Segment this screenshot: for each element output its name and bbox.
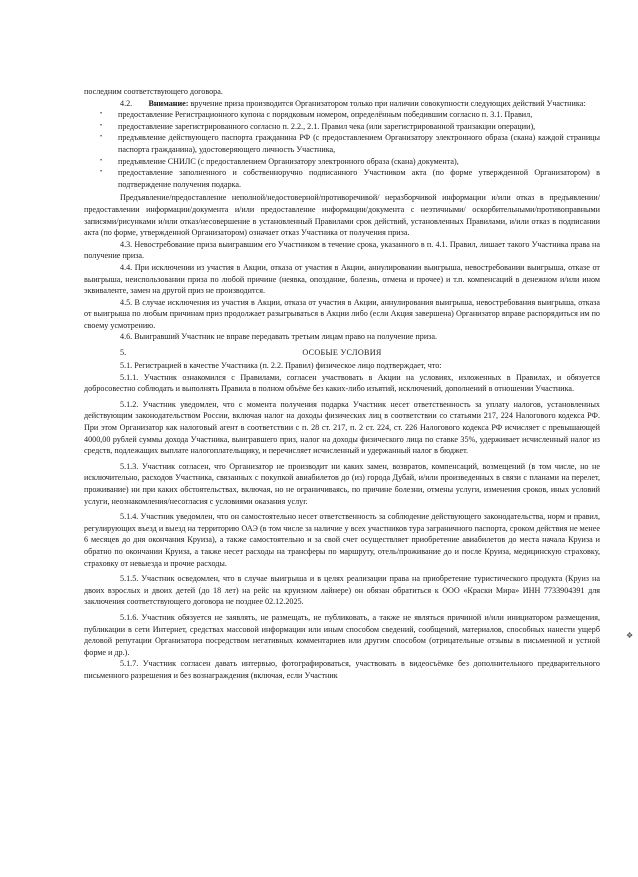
- list-item-text: предоставление заполненного и собственноручно подписанного Участником акта (по форме утвержденной Организатором) в подтверждение получения подарка.: [118, 168, 600, 189]
- paragraph-4-2: [84, 98, 600, 110]
- paragraph-5-1-1: 5.1.1. Участник ознакомился с Правилами, согласен участвовать в Акции на условиях, изложенных в Правилах, и обязуется добросовестно соблюдать и выполнять Правила в полном объёме без каких-либо изъятий, исключений, дополнений в отношении Участника.: [84, 372, 600, 394]
- paragraph-5-1: 5.1. Регистрацией в качестве Участника (п. 2.2. Правил) физическое лицо подтверждает, что:: [120, 361, 442, 371]
- attention-label: Внимание:: [148, 98, 189, 108]
- section-heading: [84, 347, 600, 360]
- paragraph-5-1-2: 5.1.2. Участник уведомлен, что с момента получения подарка Участник несет ответственность за уплату налогов, установленных действующим законодательством России, включая налог на доходы физических лиц в соответствии со статьями 217, 224 Налогового кодекса РФ. При этом Организатор как налоговый агент в соответствии с п. 28 ст. 217, п. 2 ст. 224, ст. 226 Налогового кодекса РФ исчисляет с превышающей 4000,00 рублей суммы дохода Участника, выигравшего приз, налог на доходы физического лица по ставке 35%, удерживает исчисленный налог из средств, подлежащих выплате налогоплательщику, и перечисляет исчисленный и удержанный налог в бюджет.: [84, 399, 600, 456]
- paragraph-5-1-6: 5.1.6. Участник обязуется не заявлять, не размещать, не публиковать, а также не являться причиной и/или инициатором размещения, публикации в сети Интернет, средствах массовой информации или иным способом сведений, сообщений, материалов, способных нанести ущерб деловой репутации Организатора посредством негативных комментариев или другим способом (отрицательные отзывы в письменной и устной форме и др.).: [84, 612, 600, 657]
- bullet-icon: •: [99, 169, 103, 176]
- list-item: [84, 167, 600, 190]
- paragraph-5-1-7: 5.1.7. Участник согласен давать интервью, фотографироваться, участвовать в видеосъёмке без дополнительного предварительного письменного разрешения и без вознаграждения (включая, если Участник: [84, 659, 600, 680]
- paragraph-5-1-4: 5.1.4. Участник уведомлен, что он самостоятельно несет ответственность за соблюдение действующего законодательства, норм и правил, регулирующих въезд и выезд на территорию ОАЭ (в том числе за наличие у всех участников тура заграничного паспорта, сроком действия не менее 6 месяцев до дня окончания Круиза), а также самостоятельно и за свой счет осуществляет приобретение авиабилетов до места начала Круиза и обратно по окончании Круиза, а также несет расходы на трансферы по маршруту, отель/проживание до и после Круиза, медицинскую страховку, страховку от невыезда и прочие расходы.: [84, 512, 600, 568]
- list-item-text: предоставление Регистрационного купона с порядковым номером, определённым победившим согласно п. 3.1. Правил,: [118, 110, 533, 120]
- clause-number: 4.2.: [120, 98, 133, 108]
- list-item: [84, 121, 600, 133]
- paragraph-4-4: 4.4. При исключении из участия в Акции, отказа от участия в Акции, аннулировании выигрыша, невостребовании выигрыша, отказе от выигрыша, неиспользовании приза по любой причине (неявка, опоздание, болезнь, отмена и прочее) и т.п. компенсаций в денежном и/или ином эквиваленте, замен на другой приз не производится.: [84, 262, 600, 296]
- paragraph-refusal: Предъявление/предоставление неполной/недостоверной/противоречивой/ неразборчивой информации и/или отказ в предъявлении/предоставлении информации/документа и/или предоставление информации/документа с неэтичными/ оскорбительными/противоправными записями/рисунками и/или отказ/несовершение в установленный Правилами срок действий, установленных Правилами, и/или отказ в подписании акта (по форме, утвержденной Организатором) означает отказ Участника от получения приза.: [84, 193, 600, 238]
- clause-text: вручение приза производится Организатором только при наличии совокупности следующих действий Участника:: [188, 98, 586, 108]
- section-number: 5.: [120, 348, 127, 358]
- paragraph-intro: последним соответствующего договора.: [84, 87, 223, 96]
- list-item: [84, 132, 600, 155]
- list-item-text: предъявление СНИЛС (с предоставлением Организатору электронного образа (скана) документа),: [118, 156, 459, 166]
- list-item: [84, 109, 600, 121]
- paragraph-4-3: 4.3. Невостребование приза выигравшим его Участником в течение срока, указанного в п. 4.1. Правил, лишает такого Участника права на получение приза.: [84, 239, 600, 261]
- paragraph-5-1-5: 5.1.5. Участник осведомлен, что в случае выигрыша и в целях реализации права на приобретение туристического продукта (Круиз на двоих взрослых и двоих детей (до 18 лет) на рейс на круизном лайнере) он обязан обратиться к ООО «Краски Мира» ИНН 7733904391 для заключения соответствующего договора не позднее 02.12.2025.: [84, 574, 600, 607]
- section-title: ОСОБЫЕ УСЛОВИЯ: [302, 348, 382, 358]
- bullet-icon: •: [99, 111, 103, 118]
- bullet-icon: •: [99, 134, 103, 141]
- bullet-icon: •: [99, 122, 103, 129]
- paragraph-5-1-3: 5.1.3. Участник согласен, что Организатор не производит ни каких замен, возвратов, компенсаций, возмещений (в том числе, но не исключительно, расходов Участника, связанных с покупкой авиабилетов до (из) города Дубай, и/или произведенных в связи с планами на перелет, проживание) ни при каких обстоятельствах, включая, но не ограничиваясь, по причине болезни, отмены услуги, изменения сроков, иных условий услуги, неознакомления/несогласия с условиями оказания услуг.: [84, 461, 600, 506]
- list-item-text: предоставление зарегистрированного согласно п. 2.2., 2.1. Правил чека (или зарегистрированной транзакции операции),: [118, 121, 536, 131]
- list-item: [84, 156, 600, 168]
- list-item-text: предъявление действующего паспорта гражданина РФ (с предоставлением Организатору электронного образа (скана) каждой страницы паспорта гражданина), удостоверяющего личность Участника,: [118, 133, 600, 154]
- bullet-icon: •: [99, 157, 103, 164]
- scan-mark-icon: ❖: [626, 631, 634, 640]
- paragraph-4-5: 4.5. В случае исключения из участия в Акции, отказа от участия в Акции, аннулирования выигрыша, невостребования выигрыша, отказа от выигрыша по любым причинам приз продолжает разыгрываться в Акции либо (если Акция завершена) Организатор вправе распорядиться им по своему усмотрению.: [84, 297, 600, 330]
- paragraph-4-6: 4.6. Выигравший Участник не вправе передавать третьим лицам право на получение приза.: [120, 332, 438, 342]
